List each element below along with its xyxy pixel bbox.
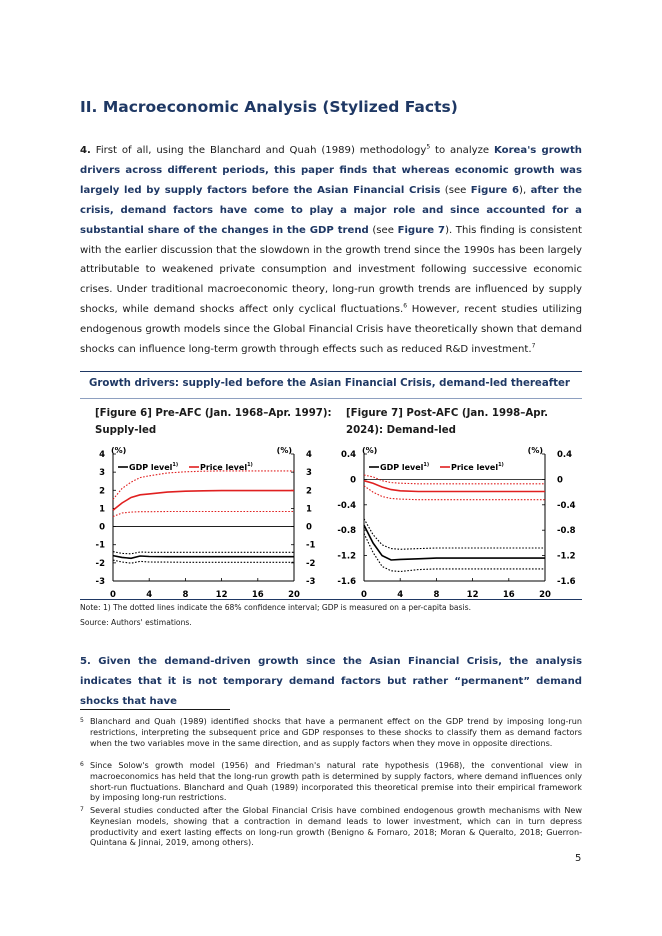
para5-number: 5. — [80, 656, 91, 667]
figure-7-title: [Figure 7] Post-AFC (Jan. 1998–Apr. 2024): Demand-led — [346, 408, 548, 436]
para5-bold: Given the demand-driven growth since the Asian Financial Crisis, the analysis indicates that it is not temporary demand factors but rather “permanent” demand shocks that have — [80, 656, 582, 707]
fig6-series-price-level-lower — [113, 512, 294, 517]
fig7-ytick-left-label: -0.4 — [337, 500, 356, 511]
footnote-5-text: Blanchard and Quah (1989) identified shocks that have a permanent effect on the GDP trend by imposing long-run restrictions, interpreting the subsequent price and GDP responses to these shocks to classify them as demand factors when the two variables move in the same direction, and as supply factors when they move in opposite directions. — [90, 716, 582, 748]
paragraph-5 — [80, 652, 582, 712]
para4-text-7: However, recent studies utilizing endogenous growth models since the Global Financial Crisis have theoretically shown that demand shocks can influence long-term growth through effects such as reduced R&D investment. — [80, 304, 582, 356]
footnote-6-number: 6 — [80, 761, 84, 768]
fig7-ytick-right-label: -1.2 — [557, 551, 576, 562]
fig7-xtick-label: 20 — [539, 590, 551, 600]
fig6-ytick-right-label: -3 — [306, 577, 316, 587]
fig6-ytick-right-label: 4 — [306, 450, 312, 460]
fig6-xtick-label: 20 — [288, 590, 300, 600]
fig6-xtick-label: 12 — [215, 590, 228, 600]
figure-box-title: Growth drivers: supply-led before the Asian Financial Crisis, demand-led thereafter — [89, 378, 570, 389]
fig6-xtick-label: 16 — [251, 590, 264, 600]
fig6-series-gdp-level-lower — [113, 560, 294, 563]
section-title: II. Macroeconomic Analysis (Stylized Facts) — [80, 98, 458, 116]
fig7-ytick-right-label: -0.8 — [557, 526, 576, 537]
fig7-unit-left: (%) — [362, 446, 378, 455]
footnote-rule — [80, 709, 230, 710]
fig6-series-gdp-level-upper — [113, 552, 294, 554]
footnote-ref-6[interactable]: 6 — [403, 302, 408, 310]
fig6-legend-price-label: Price level$^{1)}$ — [200, 462, 253, 472]
fig7-legend-price-label: Price level$^{1)}$ — [451, 462, 504, 472]
fig6-xtick-label: 8 — [182, 590, 189, 600]
fig6-unit-left: (%) — [111, 446, 127, 455]
fig7-ytick-left-label: -1.6 — [337, 577, 356, 587]
fig6-ytick-right-label: 3 — [306, 468, 312, 479]
footnote-6-text: Since Solow's growth model (1956) and Friedman's natural rate hypothesis (1968), the conventional view in macroeconomics has held that the long-run growth path is determined by supply factors, where demand influences only short-run fluctuations. Blanchard and Quah (1989) incorporated this theoretical premise into their empirical framework by imposing long-run restrictions. — [90, 760, 582, 803]
para4-text-6: ). This finding is consistent with the earlier discussion that the slowdown in the growth trend since the 1990s has been largely attributable to weakened private consumption and investment following successive economic crises. Under traditional macroeconomic theory, long-run growth trends are influenced by supply shocks, while demand shocks affect only cyclical fluctuations. — [80, 224, 582, 316]
fig7-ytick-right-label: -0.4 — [557, 500, 576, 511]
figure-6-link[interactable]: Figure 6 — [470, 184, 520, 196]
para4-text-2: to analyze — [430, 145, 494, 156]
fig6-ytick-left-label: 1 — [99, 504, 105, 515]
fig6-ytick-left-label: -2 — [95, 558, 105, 569]
footnote-5 — [80, 716, 582, 748]
fig6-ytick-left-label: -3 — [95, 577, 105, 587]
fig7-ytick-right-label: 0 — [557, 475, 563, 486]
fig6-series-price-level — [113, 491, 294, 511]
para4-bold-1: Korea's growth drivers across different periods, this paper finds that whereas economic growth was largely led by supply factors before the Asian Financial Crisis — [80, 145, 582, 196]
figure-box-top-rule — [80, 371, 582, 372]
fig7-series-gdp-level-upper — [364, 519, 545, 550]
fig7-xtick-label: 4 — [397, 590, 404, 600]
fig7-ytick-left-label: 0.4 — [340, 450, 356, 460]
paragraph-4 — [80, 141, 582, 360]
fig6-series-gdp-level — [113, 556, 294, 559]
fig7-ytick-right-label: -1.6 — [557, 577, 576, 587]
fig7-ytick-left-label: -1.2 — [337, 551, 356, 562]
figure-note: Note: 1) The dotted lines indicate the 68% confidence interval; GDP is measured on a per-capita basis. — [80, 603, 471, 612]
fig6-ytick-left-label: 4 — [99, 450, 105, 460]
fig7-xtick-label: 0 — [361, 590, 367, 600]
fig6-xtick-label: 4 — [146, 590, 153, 600]
fig6-unit-right: (%) — [276, 446, 292, 455]
para4-text-1: First of all, using the Blanchard and Quah (1989) methodology — [90, 145, 427, 156]
fig7-series-gdp-level — [364, 525, 545, 560]
fig6-ytick-right-label: 2 — [306, 486, 312, 497]
fig7-series-price-level — [364, 481, 545, 492]
figure-6-chart — [80, 440, 330, 605]
fig6-ytick-right-label: -2 — [306, 558, 316, 569]
fig6-ytick-left-label: -1 — [95, 540, 105, 551]
fig6-legend-gdp-label: GDP level$^{1)}$ — [129, 462, 179, 472]
figure-6-title: [Figure 6] Pre-AFC (Jan. 1968–Apr. 1997): Supply-led — [95, 408, 332, 436]
figure-7-link[interactable]: Figure 7 — [397, 224, 446, 236]
fig6-ytick-left-label: 0 — [99, 522, 105, 533]
footnote-ref-5[interactable]: 5 — [426, 143, 431, 151]
para4-number: 4. — [80, 145, 91, 156]
para4-bold-2: after the crisis, demand factors have come to play a major role and since accounted for a substantial share of the changes in the GDP trend — [80, 184, 582, 236]
figure-box-divider — [80, 398, 582, 399]
fig7-ytick-right-label: 0.4 — [557, 450, 573, 460]
footnote-7-text: Several studies conducted after the Global Financial Crisis have combined endogenous growth mechanisms with New Keynesian models, showing that a contraction in demand leads to lower investment, which can in turn depress productivity and exert lasting effects on long-run growth (Benigno & Fornaro, 2018; Moran & Queralto, 2018; Guerron-Quintana & Jinnai, 2019, among others). — [90, 805, 582, 848]
para4-text-3: (see — [440, 184, 471, 196]
footnote-5-number: 5 — [80, 717, 84, 724]
fig7-series-gdp-level-lower — [364, 533, 545, 571]
fig6-ytick-left-label: 2 — [99, 486, 105, 497]
footnote-7 — [80, 805, 582, 848]
fig7-unit-right: (%) — [527, 446, 543, 455]
fig6-ytick-right-label: -1 — [306, 540, 316, 551]
figure-box-bottom-rule — [80, 599, 582, 600]
fig7-xtick-label: 12 — [466, 590, 479, 600]
footnote-7-number: 7 — [80, 806, 84, 813]
footnote-6 — [80, 760, 582, 803]
fig6-ytick-right-label: 0 — [306, 522, 312, 533]
fig6-xtick-label: 0 — [110, 590, 116, 600]
footnote-ref-7[interactable]: 7 — [531, 342, 536, 350]
fig7-xtick-label: 16 — [502, 590, 515, 600]
fig7-xtick-label: 8 — [433, 590, 440, 600]
fig7-ytick-left-label: 0 — [350, 475, 356, 486]
figure-7-chart — [331, 440, 581, 605]
para4-text-4: ), — [519, 184, 531, 196]
fig7-legend-gdp-label: GDP level$^{1)}$ — [380, 462, 430, 472]
fig6-ytick-right-label: 1 — [306, 504, 312, 515]
fig7-series-price-level-lower — [364, 486, 545, 500]
fig7-ytick-left-label: -0.8 — [337, 526, 356, 537]
fig6-ytick-left-label: 3 — [99, 468, 105, 479]
page-number: 5 — [575, 853, 582, 864]
figure-source: Source: Authors' estimations. — [80, 618, 192, 627]
para4-text-5: (see — [368, 224, 398, 236]
